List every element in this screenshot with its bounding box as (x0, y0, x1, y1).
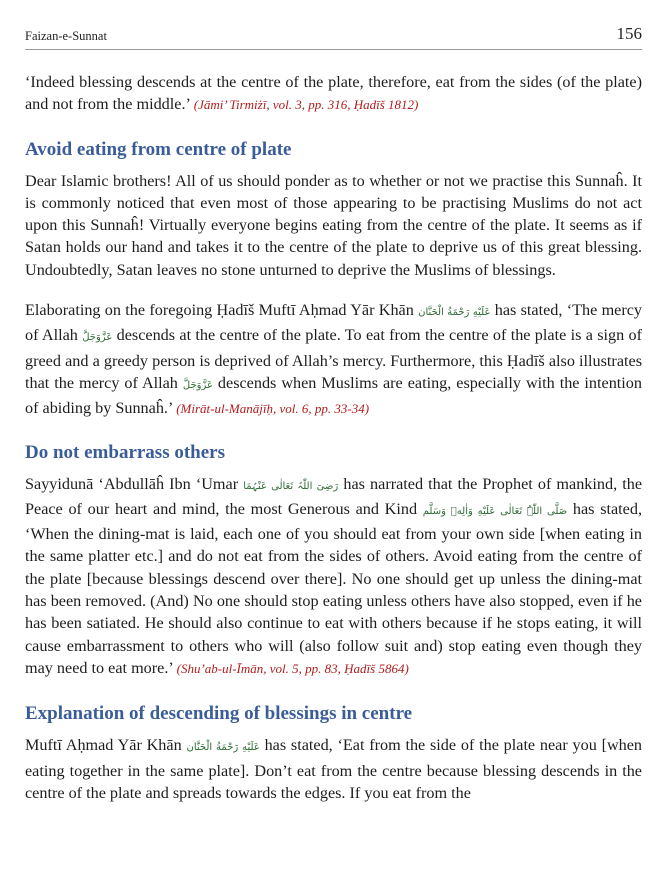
arabic-honorific: عَلَيْهِ رَحْمَةُ الْحَنَّان (418, 307, 491, 319)
paragraph-text: Elaborating on the foregoing Ḥadīš Muftī Aḥmad Yār Khān (25, 301, 414, 320)
paragraph-text: has stated, ‘Eat from the side of the plate near you [when eating together in the same plate]. Don’t eat from the centre because blessing descends in the centre of the plate and spreads towards the edges. If you eat from the (25, 736, 643, 802)
paragraph-text: descends at the centre of the plate. To eat from the centre of the plate is a sign of greed and a greedy person is deprived of Allah’s mercy. Furthermore, this Ḥadīš also illustrates that the mercy of Allah (25, 326, 643, 392)
arabic-honorific: رَضِیَ اللّٰہُ تَعَالٰی عَنْہُمَا (243, 480, 339, 492)
paragraph-text: Muftī Aḥmad Yār Khān (25, 736, 182, 755)
paragraph-text: has narrated that the Prophet of mankind, the Peace of our heart and mind, the most Generous and Kind (25, 474, 642, 518)
reference-citation: (Mirāt-ul-Manājīḥ, vol. 6, pp. 33-34) (176, 401, 370, 417)
arabic-honorific: صَلَّی اللّٰہُ تَعَالٰی عَلَيْهِ وَاٰلِهٖ وَسَلَّم (422, 505, 568, 517)
section-heading-do-not-embarrass: Do not embarrass others (25, 441, 226, 463)
section-heading-explanation: Explanation of descending of blessings in centre (25, 703, 413, 725)
paragraph-narration (25, 473, 642, 681)
paragraph-ponder: Dear Islamic brothers! All of us should ponder as to whether or not we practise this Sunnaĥ. It is commonly noticed that even most of those appearing to be practising Muslims do not act upon this Sunnaĥ! Virtually everyone begins eating from the centre of the plate. It seems as if Satan holds our hand and takes it to the centre of the plate to deprive us of this great blessing. Undoubtedly, Satan leaves no stone unturned to deprive the Muslims of blessings. (25, 171, 642, 279)
reference-citation: (Shu’ab-ul-Īmān, vol. 5, pp. 83, Ḥadīš 5864) (176, 660, 409, 676)
paragraph-text: Sayyidunā ‘Abdullāĥ Ibn ‘Umar (25, 474, 239, 493)
paragraph-explanation (25, 734, 642, 804)
paragraph-text: descends when Muslims are eating, especially with the intention of abiding by Sunnaĥ.’ (25, 373, 642, 418)
paragraph-elaboration (25, 299, 642, 420)
arabic-honorific: عَزَّوَجَلَّ (182, 379, 213, 391)
section-heading-avoid-centre: Avoid eating from centre of plate (25, 138, 292, 160)
arabic-honorific: عَلَيْهِ رَحْمَةُ الْحَنَّان (186, 742, 260, 754)
arabic-honorific: عَزَّوَجَلَّ (82, 332, 113, 344)
reference-citation: (Jāmi’ Tirmiżī, vol. 3, pp. 316, Ḥadīš 1812) (193, 97, 419, 113)
paragraph-text: has stated, ‘The mercy of Allah (25, 301, 643, 345)
page (25, 0, 642, 804)
page-header (25, 0, 642, 50)
book-title: Faizan-e-Sunnat (25, 29, 107, 43)
paragraph-text: has stated, ‘When the dining-mat is laid, each one of you should eat from your own side [when eating in the same platter etc.] and do not eat from the sides of others. Avoid eating from the centre of the plate [because blessings descend over there]. No one should get up unless the dining-mat has been removed. (And) No one should stop eating unless others have also stopped, even if he has been satiated. He should also continue to eat with others because if he stops eating, it will cause embarrassment to others who will (also follow suit and) stop eating even though they may need to eat more.’ (25, 499, 643, 677)
paragraph-hadith-quote (25, 71, 642, 117)
paragraph-text: ‘Indeed blessing descends at the centre of the plate, therefore, eat from the sides (of the plate) and not from the middle.’ (25, 73, 642, 114)
page-number: 156 (616, 24, 642, 43)
